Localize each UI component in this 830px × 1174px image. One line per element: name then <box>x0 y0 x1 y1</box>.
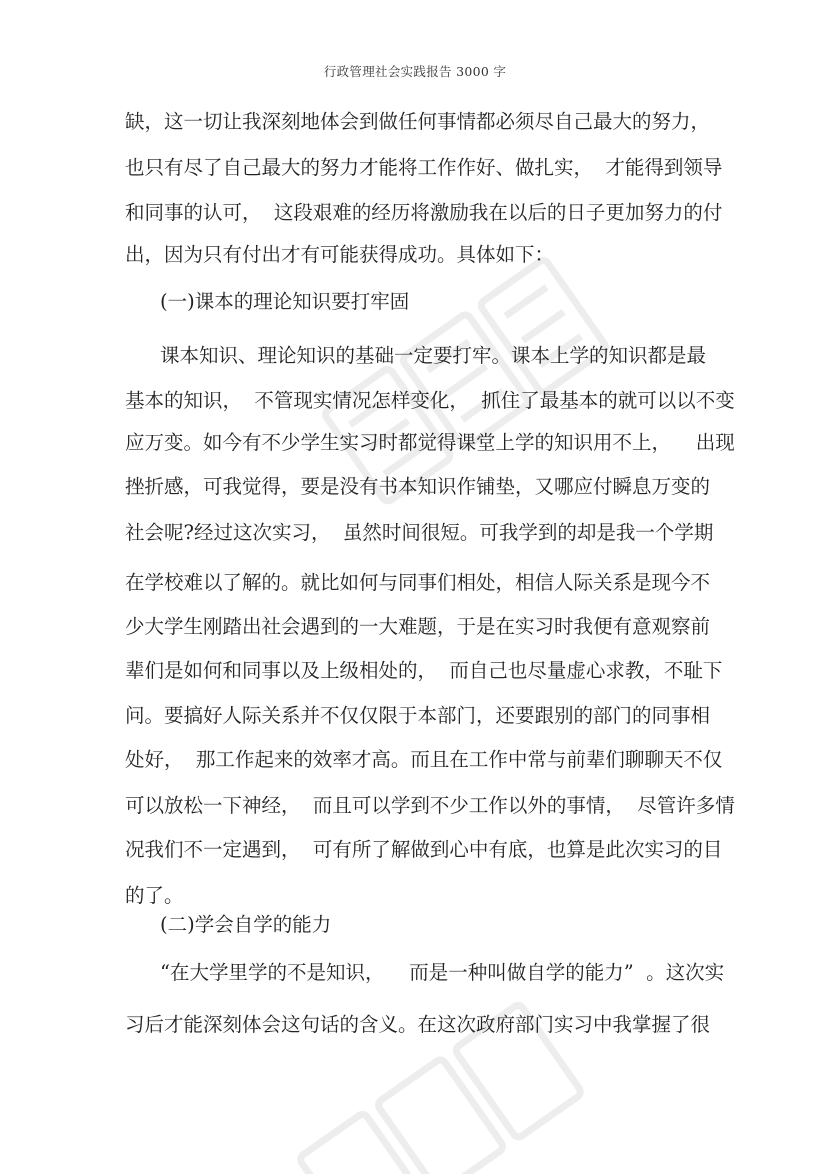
page-header: 行政管理社会实践报告 3000 字 <box>323 64 507 79</box>
body-line: 处好， 那工作起来的效率才高。而且在工作中常与前辈们聊聊天不仅 <box>125 748 723 771</box>
body-line: 挫折感，可我觉得，要是没有书本知识作铺垫，又哪应付瞬息万变的 <box>125 475 711 498</box>
body-line: 缺，这一切让我深刻地体会到做任何事情都必须尽自己最大的努力， <box>125 110 711 133</box>
section-heading: (一)课本的理论知识要打牢固 <box>160 290 410 313</box>
body-line: 和同事的认可， 这段艰难的经历将激励我在以后的日子更加努力的付 <box>125 201 723 224</box>
body-line: 基本的知识， 不管现实情况怎样变化， 抓住了最基本的就可以以不变 <box>125 389 735 412</box>
body-line: “在大学里学的不是知识， 而是一种叫做自学的能力” 。这次实 <box>160 961 725 984</box>
body-line: 况我们不一定遇到， 可有所了解做到心中有底，也算是此次实习的目 <box>125 838 723 861</box>
body-line: 社会呢?经过这次实习， 虽然时间很短。可我学到的却是我一个学期 <box>125 521 714 544</box>
body-line: 课本知识、理论知识的基础一定要打牢。课本上学的知识都是最 <box>160 344 707 367</box>
body-line: 习后才能深刻体会这句话的含义。在这次政府部门实习中我掌握了很 <box>125 1013 711 1036</box>
body-line: 少大学生刚踏出社会遇到的一大难题，于是在实习时我便有意观察前 <box>125 615 711 638</box>
body-line: 可以放松一下神经， 而且可以学到不少工作以外的事情， 尽管许多情 <box>125 794 735 817</box>
body-line: 在学校难以了解的。就比如何与同事们相处，相信人际关系是现今不 <box>125 571 711 594</box>
section-heading: (二)学会自学的能力 <box>160 913 332 936</box>
body-line: 的了。 <box>125 884 184 907</box>
body-line: 辈们是如何和同事以及上级相处的， 而自己也尽量虚心求教，不耻下 <box>125 659 723 682</box>
body-line: 也只有尽了自己最大的努力才能将工作作好、做扎实， 才能得到领导 <box>125 156 723 179</box>
body-line: 出，因为只有付出才有可能获得成功。具体如下： <box>125 243 555 266</box>
body-line: 问。要搞好人际关系并不仅仅限于本部门，还要跟别的部门的同事相 <box>125 704 711 727</box>
body-line: 应万变。如今有不少学生实习时都觉得课堂上学的知识用不上， 出现 <box>125 431 735 454</box>
